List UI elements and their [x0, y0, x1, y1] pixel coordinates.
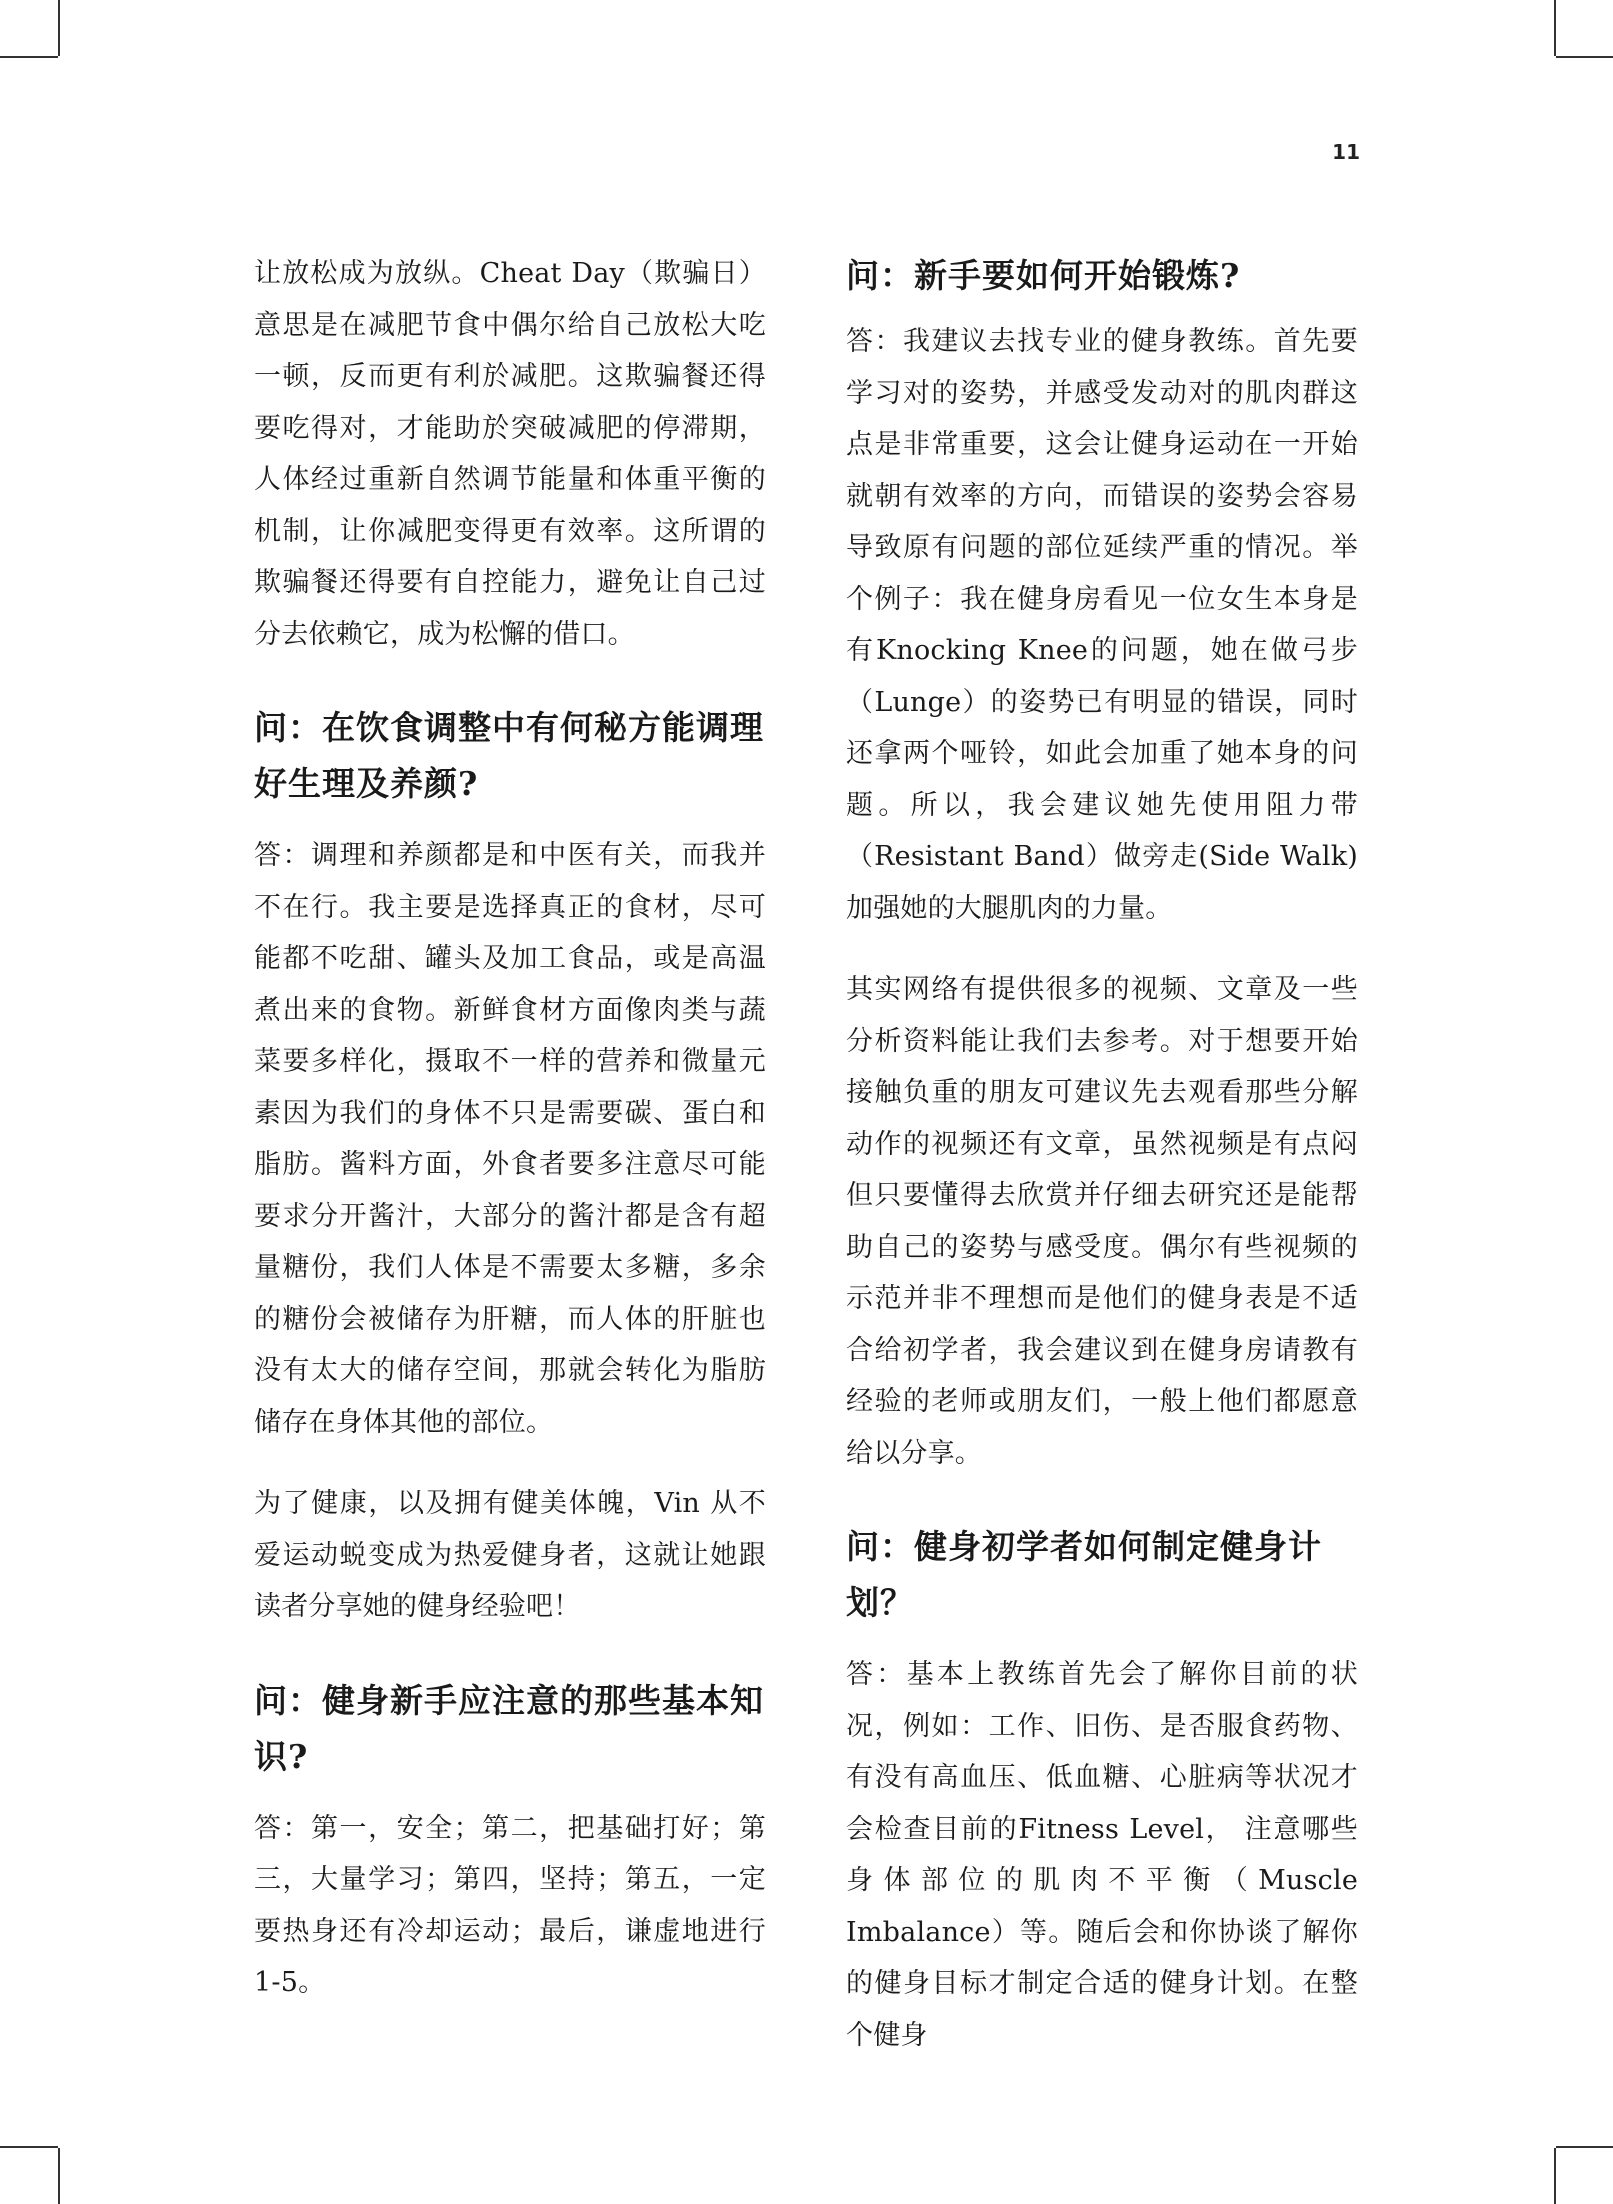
left-column	[254, 248, 766, 2039]
paragraph-intro-vin: 为了健康，以及拥有健美体魄，Vin 从不爱运动蜕变成为热爱健身者，这就让她跟读者分享她的健身经验吧！	[254, 1488, 766, 1622]
crop-mark-top-left-horizontal	[0, 56, 58, 58]
crop-mark-bottom-left-vertical	[58, 2148, 60, 2204]
crop-mark-top-left-vertical	[58, 0, 60, 56]
question-diet-secret: 问：在饮食调整中有何秘方能调理好生理及养颜?	[254, 708, 764, 803]
crop-mark-top-right-vertical	[1554, 0, 1556, 56]
answer-beginner-basics: 答：第一，安全；第二，把基础打好；第三，大量学习；第四，坚持；第五，一定要热身还有冷却运动；最后，谦虚地进行1-5。	[254, 1812, 766, 1998]
crop-mark-top-right-horizontal	[1556, 56, 1613, 58]
crop-mark-bottom-left-horizontal	[0, 2146, 58, 2148]
question-beginner-basics: 问：健身新手应注意的那些基本知识?	[254, 1680, 764, 1776]
answer-fitness-plan: 答：基本上教练首先会了解你目前的状况，例如：工作、旧伤、是否服食药物、有没有高血压、低血糖、心脏病等状况才会检查目前的Fitness Level， 注意哪些身体部位的肌肉不平衡（Muscle Imbalance）等。随后会和你协谈了解你的健身目标才制定合适的健身计划。在整个健身	[846, 1659, 1358, 2051]
paragraph-cheat-day: 让放松成为放纵。Cheat Day（欺骗日）意思是在减肥节食中偶尔给自己放松大吃一顿，反而更有利於减肥。这欺骗餐还得要吃得对，才能助於突破减肥的停滞期，人体经过重新自然调节能量和体重平衡的机制，让你减肥变得更有效率。这所谓的欺骗餐还得要有自控能力，避免让自己过分去依赖它，成为松懈的借口。	[254, 258, 766, 650]
right-column	[846, 248, 1358, 2091]
page-number: 11	[1332, 140, 1360, 164]
question-fitness-plan: 问：健身初学者如何制定健身计划？	[846, 1527, 1322, 1622]
answer-diet-secret: 答：调理和养颜都是和中医有关，而我并不在行。我主要是选择真正的食材，尽可能都不吃甜、罐头及加工食品，或是高温煮出来的食物。新鲜食材方面像肉类与蔬菜要多样化，摄取不一样的营养和微量元素因为我们的身体不只是需要碳、蛋白和脂肪。酱料方面，外食者要多注意尽可能要求分开酱汁，大部分的酱汁都是含有超量糖份，我们人体是不需要太多糖，多余的糖份会被储存为肝糖，而人体的肝脏也没有太大的储存空间，那就会转化为脂肪储存在身体其他的部位。	[254, 840, 766, 1438]
answer-how-to-start: 答：我建议去找专业的健身教练。首先要学习对的姿势，并感受发动对的肌肉群这点是非常重要，这会让健身运动在一开始就朝有效率的方向，而错误的姿势会容易导致原有问题的部位延续严重的情况。举个例子：我在健身房看见一位女生本身是有Knocking Knee的问题，她在做弓步 （Lunge）的姿势已有明显的错误，同时还拿两个哑铃，如此会加重了她本身的问题。所以，我会建议她先使用阻力带（Resistant Band）做旁走(Side Walk) 加强她的大腿肌肉的力量。	[846, 326, 1358, 924]
crop-mark-bottom-right-vertical	[1554, 2148, 1556, 2204]
question-how-to-start: 问：新手要如何开始锻炼?	[846, 256, 1241, 295]
paragraph-online-resources: 其实网络有提供很多的视频、文章及一些分析资料能让我们去参考。对于想要开始接触负重的朋友可建议先去观看那些分解动作的视频还有文章，虽然视频是有点闷但只要懂得去欣赏并仔细去研究还是能帮助自己的姿势与感受度。偶尔有些视频的示范并非不理想而是他们的健身表是不适合给初学者，我会建议到在健身房请教有经验的老师或朋友们，一般上他们都愿意给以分享。	[846, 974, 1358, 1469]
crop-mark-bottom-right-horizontal	[1556, 2146, 1613, 2148]
